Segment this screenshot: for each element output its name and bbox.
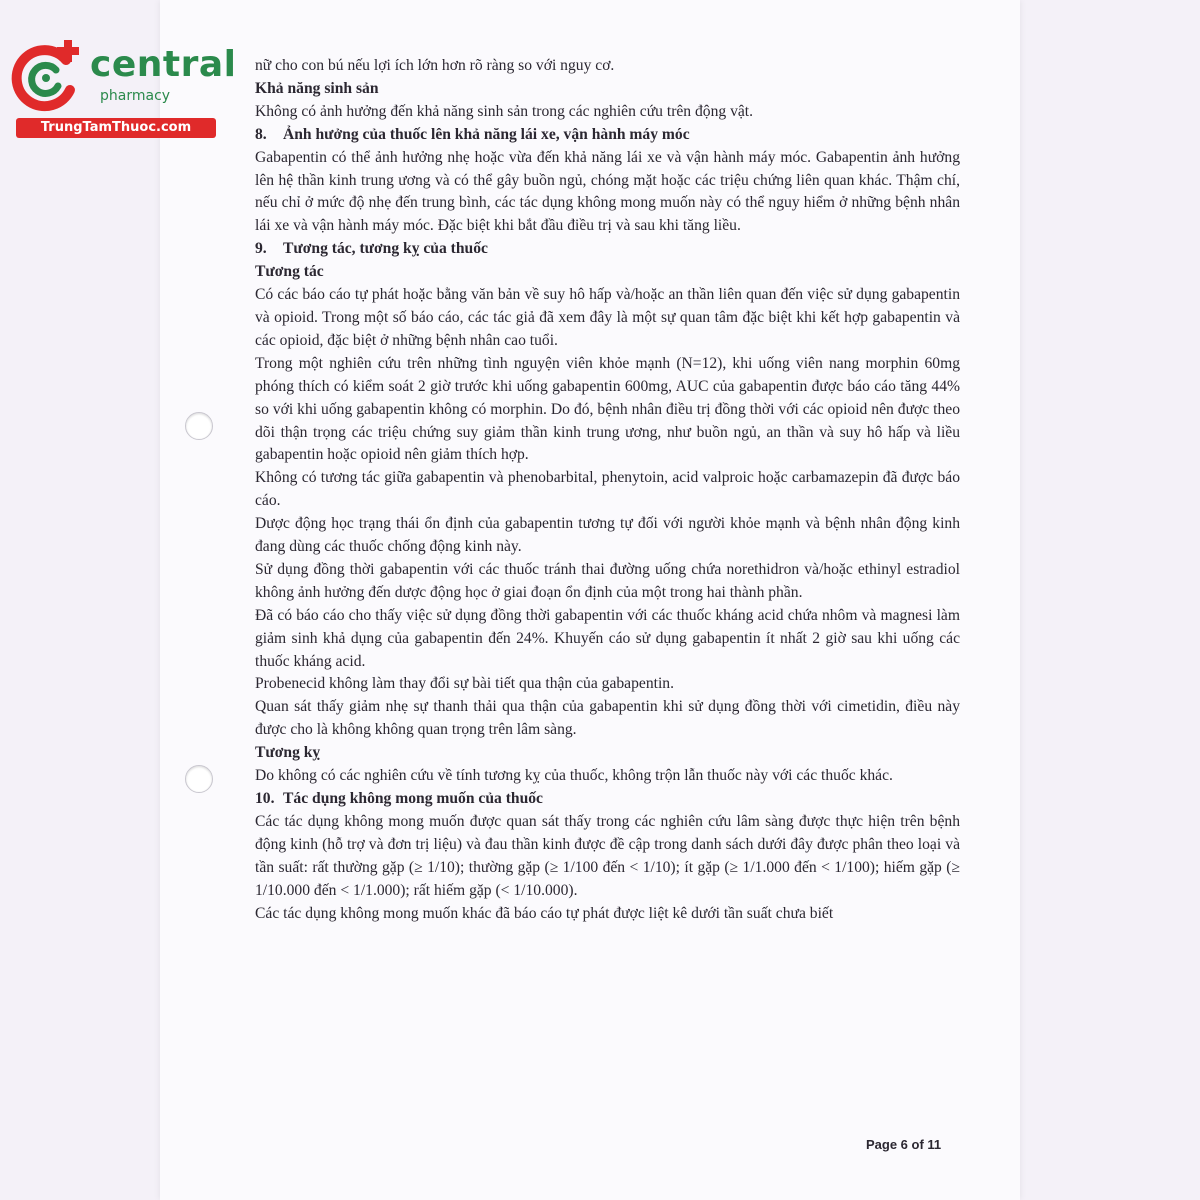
section-9-heading [255,238,960,261]
section-number: 10. [255,790,275,807]
paragraph: Không có ảnh hưởng đến khả năng sinh sản trong các nghiên cứu trên động vật. [255,102,754,120]
section-10-heading [255,788,960,811]
paragraph: nữ cho con bú nếu lợi ích lớn hơn rõ ràng so với nguy cơ. [255,57,615,74]
paragraph: Gabapentin có thể ảnh hưởng nhẹ hoặc vừa đến khả năng lái xe và vận hành máy móc. Gabapentin ảnh hưởng lên hệ thần kinh trung ương và có thể gây buồn ngủ, chóng mặt hoặc các triệu chứng liên quan khác. Thậm chí, nếu chỉ ở mức độ nhẹ đến trung bình, các tác dụng không mong muốn này có thể nguy hiểm ở những bệnh nhân lái xe và vận hành máy móc. Đặc biệt khi bắt đầu điều trị và sau khi tăng liều. [255,148,960,235]
section-title: Ảnh hưởng của thuốc lên khả năng lái xe, vận hành máy móc [283,125,690,143]
paragraph: Có các báo cáo tự phát hoặc bằng văn bản về suy hô hấp và/hoặc an thần liên quan đến việc sử dụng gabapentin và opioid. Trong một số báo cáo, các tác giả đã xem đây là một sự quan tâm đặc biệt khi kết hợp gabapentin và các opioid, đặc biệt ở những bệnh nhân cao tuổi. [255,286,960,349]
section-number: 9. [255,240,267,258]
paragraph: Trong một nghiên cứu trên những tình nguyện viên khỏe mạnh (N=12), khi uống viên nang morphin 60mg phóng thích có kiểm soát 2 giờ trước khi uống gabapentin 600mg, AUC của gabapentin được báo cáo tăng 44% so với khi uống gabapentin không có morphin. Do đó, bệnh nhân điều trị đồng thời với các opioid nên được theo dõi thận trọng các triệu chứng suy giảm thần kinh trung ương, như buồn ngủ, an thần và suy hô hấp và liều gabapentin hoặc opioid nên giảm thích hợp. [255,354,960,464]
paragraph: Các tác dụng không mong muốn được quan sát thấy trong các nghiên cứu lâm sàng được thực hiện trên bệnh động kinh (hỗ trợ và đơn trị liệu) và đau thần kinh được đề cập trong danh sách dưới đây được phân theo loại và tần suất: rất thường gặp (≥ 1/10); thường gặp (≥ 1/100 đến < 1/10); ít gặp (≥ 1/1.000 đến < 1/100); hiếm gặp (≥ 1/10.000 đến < 1/1.000); rất hiếm gặp (< 1/10.000). [255,812,960,899]
punch-hole-top [185,412,213,440]
logo-url: TrungTamThuoc.com [16,118,216,138]
subheading-incompatibilities: Tương kỵ [255,744,321,762]
paragraph: Do không có các nghiên cứu về tính tương kỵ của thuốc, không trộn lẫn thuốc này với các thuốc khác. [255,767,893,785]
subheading-interactions: Tương tác [255,263,324,281]
pharmacy-cross-icon [8,38,88,118]
paragraph: Probenecid không làm thay đổi sự bài tiết qua thận của gabapentin. [255,675,674,693]
logo-sub: pharmacy [100,88,171,104]
central-pharmacy-logo [8,38,237,138]
logo-brand: central [90,44,237,85]
subheading-fertility: Khả năng sinh sản [255,79,379,97]
document-body [255,55,960,925]
section-8-heading [255,124,960,147]
paragraph: Không có tương tác giữa gabapentin và phenobarbital, phenytoin, acid valproic hoặc carbamazepin đã được báo cáo. [255,469,960,510]
paragraph: Dược động học trạng thái ổn định của gabapentin tương tự đối với người khỏe mạnh và bệnh nhân động kinh đang dùng các thuốc chống động kinh này. [255,515,960,556]
paragraph: Đã có báo cáo cho thấy việc sử dụng đồng thời gabapentin với các thuốc kháng acid chứa nhôm và magnesi làm giảm sinh khả dụng của gabapentin đến 24%. Khuyến cáo sử dụng gabapentin ít nhất 2 giờ sau khi uống các thuốc kháng acid. [255,606,960,670]
paragraph: Sử dụng đồng thời gabapentin với các thuốc tránh thai đường uống chứa norethidron và/hoặc ethinyl estradiol không ảnh hưởng đến dược động học ở giai đoạn ổn định của một trong hai thành phần. [255,560,960,601]
section-title: Tác dụng không mong muốn của thuốc [283,790,543,807]
page-number: Page 6 of 11 [866,1137,942,1152]
paragraph: Quan sát thấy giảm nhẹ sự thanh thải qua thận của gabapentin khi sử dụng đồng thời với cimetidin, điều này được cho là không không quan trọng trên lâm sàng. [255,698,960,739]
paragraph: Các tác dụng không mong muốn khác đã báo cáo tự phát được liệt kê dưới tần suất chưa biết [255,904,834,922]
punch-hole-bottom [185,765,213,793]
section-title: Tương tác, tương kỵ của thuốc [283,240,488,258]
section-number: 8. [255,125,267,143]
